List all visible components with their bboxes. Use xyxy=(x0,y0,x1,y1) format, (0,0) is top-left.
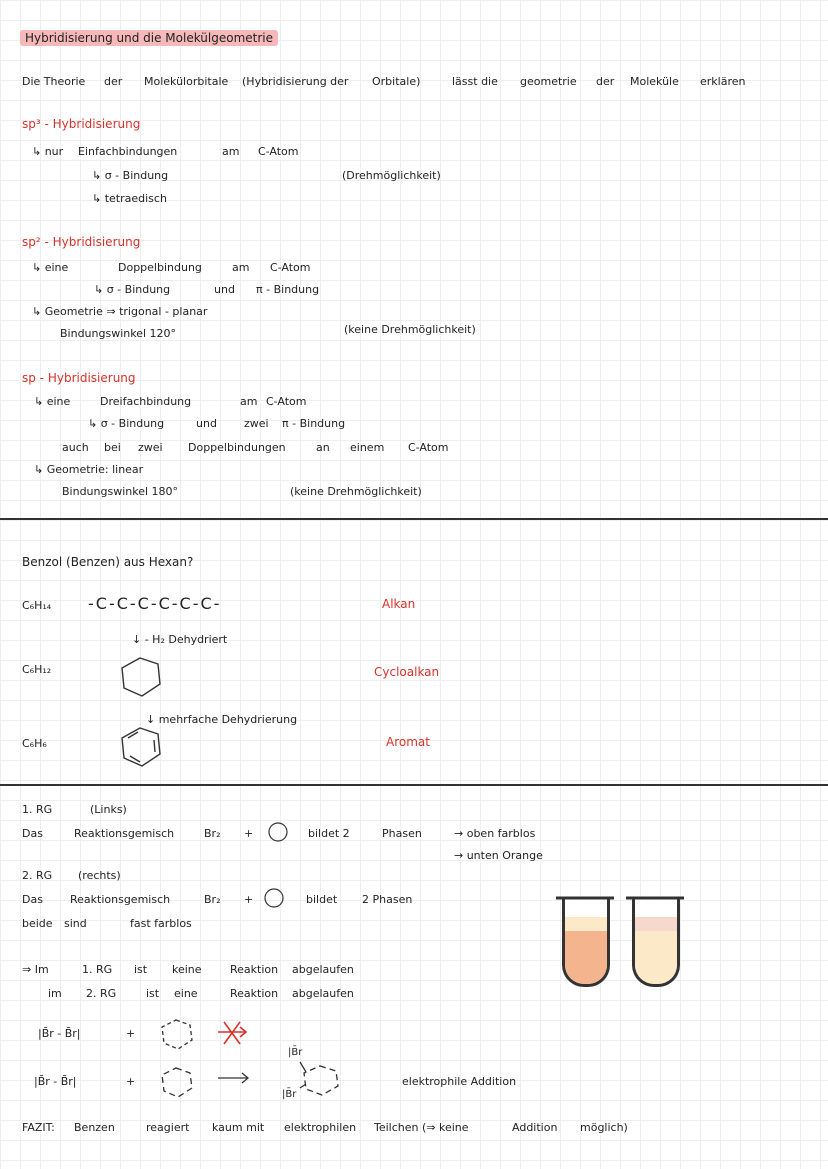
sp-line: ↳ σ - Bindung xyxy=(88,417,165,430)
intro-word: erklären xyxy=(700,75,746,88)
conclusion-text: im xyxy=(48,987,62,1000)
sp3-rotation: (Drehmöglichkeit) xyxy=(342,169,441,182)
conclusion-text: abgelaufen xyxy=(292,987,354,1000)
fazit-text: Teilchen (⇒ keine xyxy=(374,1121,469,1134)
fazit-text: Benzen xyxy=(74,1121,115,1134)
intro-word: der xyxy=(596,75,615,88)
sp-heading: sp - Hybridisierung xyxy=(22,371,136,385)
bromine-molecule: |B̄r - B̄r| xyxy=(34,1075,77,1088)
rg1-text: Br₂ xyxy=(204,827,221,840)
conclusion-text: 1. RG xyxy=(82,963,113,976)
bromine-molecule: |B̄r - B̄r| xyxy=(38,1027,81,1040)
fazit-label: FAZIT: xyxy=(22,1121,55,1134)
conclusion-text: abgelaufen xyxy=(292,963,354,976)
fazit-text: möglich) xyxy=(580,1121,628,1134)
sp-line: am xyxy=(240,395,258,408)
intro-word: Die Theorie xyxy=(22,75,86,88)
sp2-line: am xyxy=(232,261,250,274)
intro-word: (Hybridisierung der xyxy=(242,75,349,88)
fazit-text: kaum mit xyxy=(212,1121,265,1134)
sp-line: bei xyxy=(104,441,121,454)
fazit-text: Addition xyxy=(512,1121,558,1134)
sp-line: Doppelbindungen xyxy=(188,441,286,454)
electrophilic-addition-label: elektrophile Addition xyxy=(402,1075,517,1088)
sp3-line: am xyxy=(222,145,240,158)
sp-line: ↳ Geometrie: linear xyxy=(34,463,144,476)
sp2-heading: sp² - Hybridisierung xyxy=(22,235,141,249)
plus-sign: + xyxy=(126,1027,136,1040)
formula-benzene: C₆H₆ xyxy=(22,737,47,750)
conclusion-text: ⇒ Im xyxy=(22,963,49,976)
sp2-line: ↳ Geometrie ⇒ trigonal - planar xyxy=(32,305,208,318)
sp2-rotation: (keine Drehmöglichkeit) xyxy=(344,323,476,336)
sp-line: π - Bindung xyxy=(282,417,346,430)
rg1-heading: 1. RG xyxy=(22,803,53,816)
rg2-text: Das xyxy=(22,893,43,906)
intro-word: Moleküle xyxy=(630,75,679,88)
sp3-line: ↳ tetraedisch xyxy=(92,192,167,205)
sp-line: zwei xyxy=(138,441,163,454)
sp2-line: C-Atom xyxy=(270,261,311,274)
sp2-line: π - Bindung xyxy=(256,283,320,296)
rg1-note: → unten Orange xyxy=(454,849,543,862)
conclusion-text: ist xyxy=(146,987,160,1000)
sp3-line: Einfachbindungen xyxy=(78,145,178,158)
intro-word: geometrie xyxy=(520,75,577,88)
rg1-text: + xyxy=(244,827,254,840)
crossed-arrow-icon xyxy=(218,1022,246,1044)
sp3-line: C-Atom xyxy=(258,145,299,158)
rg2-text: Reaktionsgemisch xyxy=(70,893,171,906)
product-br-top: |B̄r xyxy=(288,1047,303,1058)
dehydration-step-2: ↓ mehrfache Dehydrierung xyxy=(146,713,298,726)
sp-line: Dreifachbindung xyxy=(100,395,192,408)
sp-line: an xyxy=(316,441,330,454)
rg1-note: → oben farblos xyxy=(454,827,536,840)
sp2-line: Doppelbindung xyxy=(118,261,202,274)
conclusion-text: ist xyxy=(134,963,148,976)
conclusion-text: keine xyxy=(172,963,202,976)
class-aromat: Aromat xyxy=(386,735,430,749)
sp-line: Bindungswinkel 180° xyxy=(62,485,179,498)
rg2-text: Br₂ xyxy=(204,893,221,906)
hexane-chain: -C-C-C-C-C-C- xyxy=(88,594,222,613)
sp-line: C-Atom xyxy=(408,441,449,454)
conclusion-text: eine xyxy=(174,987,198,1000)
sp-line: einem xyxy=(350,441,385,454)
conclusion-text: Reaktion xyxy=(230,963,279,976)
sp2-line: und xyxy=(214,283,235,296)
benzol-heading: Benzol (Benzen) aus Hexan? xyxy=(22,555,194,569)
rg2-heading: 2. RG xyxy=(22,869,53,882)
sp3-line: ↳ σ - Bindung xyxy=(92,169,169,182)
rg2-text: bildet xyxy=(306,893,338,906)
rg2-text: fast farblos xyxy=(130,917,192,930)
rg1-text: bildet 2 xyxy=(308,827,350,840)
sp-line: auch xyxy=(62,441,89,454)
plus-sign: + xyxy=(126,1075,136,1088)
class-cycloalkane: Cycloalkan xyxy=(374,665,440,679)
rg2-text: + xyxy=(244,893,254,906)
rg1-text: Reaktionsgemisch xyxy=(74,827,175,840)
fazit-text: reagiert xyxy=(146,1121,190,1134)
rg1-side: (Links) xyxy=(90,803,127,816)
rg2-side: (rechts) xyxy=(78,869,121,882)
dehydration-step: ↓ - H₂ Dehydriert xyxy=(132,633,228,646)
sp3-heading: sp³ - Hybridisierung xyxy=(22,117,141,131)
sp2-line: ↳ σ - Bindung xyxy=(94,283,171,296)
reaction-arrow-icon xyxy=(218,1073,248,1083)
product-ring xyxy=(304,1066,338,1095)
intro-word: lässt die xyxy=(452,75,498,88)
sp-line: und xyxy=(196,417,217,430)
sp2-line: ↳ eine xyxy=(32,261,69,274)
sp-line: C-Atom xyxy=(266,395,307,408)
intro-word: Orbitale) xyxy=(372,75,421,88)
rg1-text: Phasen xyxy=(382,827,422,840)
conclusion-text: 2. RG xyxy=(86,987,117,1000)
class-alkane: Alkan xyxy=(382,597,416,611)
benzene-ring-reaction-2 xyxy=(162,1068,192,1097)
conclusion-text: Reaktion xyxy=(230,987,279,1000)
formula-cyclohexane: C₆H₁₂ xyxy=(22,663,52,676)
fazit-text: elektrophilen xyxy=(284,1121,357,1134)
product-br-bottom: |B̄r xyxy=(282,1089,297,1100)
sp-line: ↳ eine xyxy=(34,395,71,408)
sp2-line: Bindungswinkel 120° xyxy=(60,327,177,340)
rg2-text: beide xyxy=(22,917,53,930)
formula-hexane: C₆H₁₄ xyxy=(22,599,52,612)
sp-line: zwei xyxy=(244,417,269,430)
sp-rotation: (keine Drehmöglichkeit) xyxy=(290,485,422,498)
sp3-line: ↳ nur xyxy=(32,145,64,158)
rg2-text: 2 Phasen xyxy=(362,893,413,906)
intro-word: der xyxy=(104,75,123,88)
rg2-text: sind xyxy=(64,917,87,930)
rg1-text: Das xyxy=(22,827,43,840)
benzene-ring-reaction-1 xyxy=(162,1020,192,1049)
intro-word: Molekülorbitale xyxy=(144,75,229,88)
page-title: Hybridisierung und die Molekülgeometrie xyxy=(20,30,278,46)
